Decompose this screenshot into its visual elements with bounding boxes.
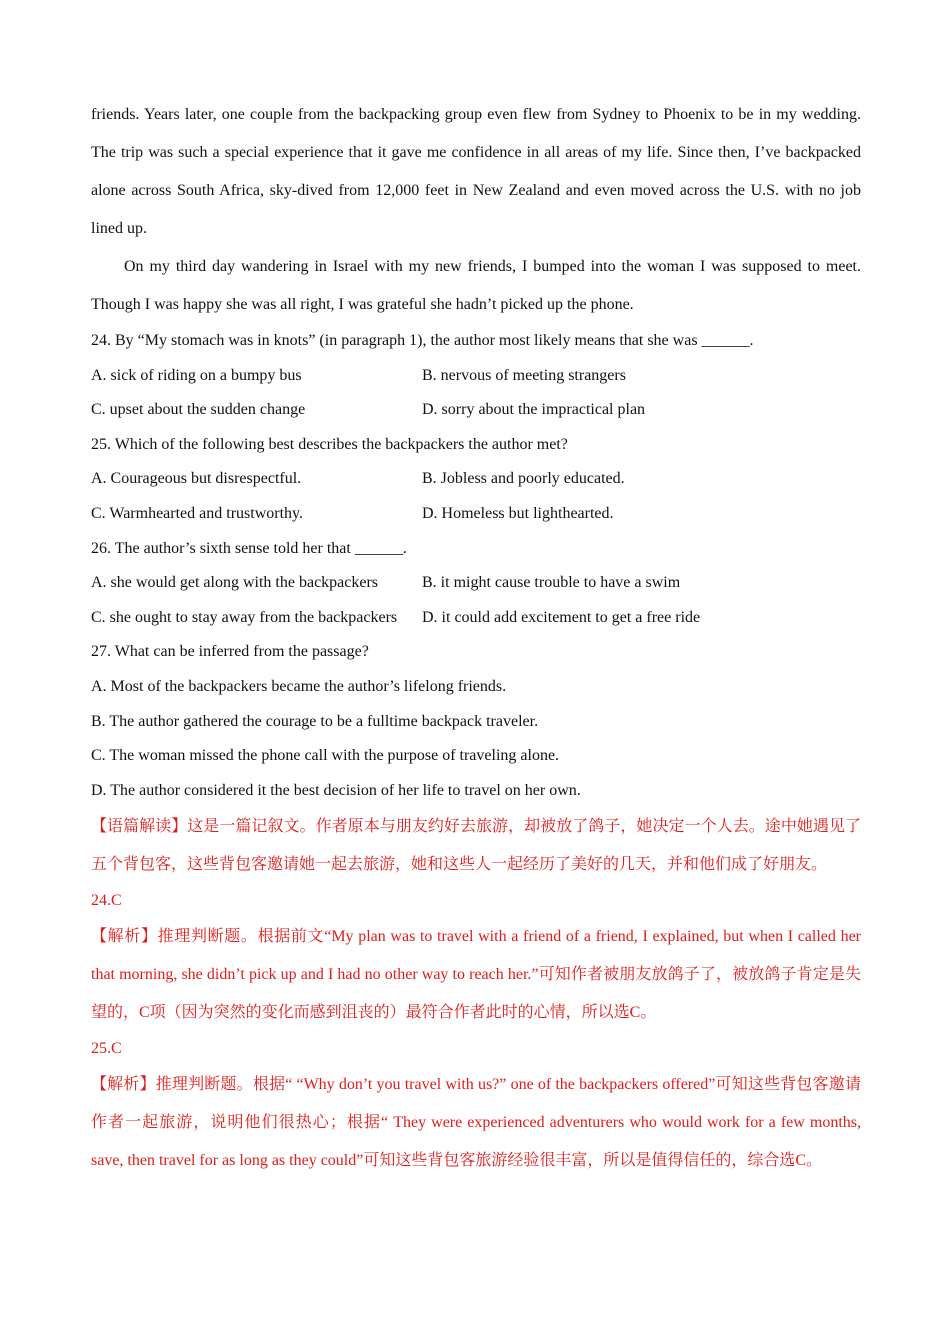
option: B. it might cause trouble to have a swim xyxy=(422,574,681,592)
passage-paragraph: On my third day wandering in Israel with my new friends, I bumped into the woman I was supposed to meet. Though I was happy she was all right, I was grateful she hadn’t picked up the phone. xyxy=(91,258,861,313)
option-row xyxy=(91,359,861,394)
option: D. it could add excitement to get a free ride xyxy=(422,608,701,626)
option: A. sick of riding on a bumpy bus xyxy=(91,366,302,384)
option: C. she ought to stay away from the backpackers xyxy=(91,608,398,626)
option: C. Warmhearted and trustworthy. xyxy=(91,504,303,522)
option: A. Courageous but disrespectful. xyxy=(91,470,302,488)
option: C. The woman missed the phone call with the purpose of traveling alone. xyxy=(91,747,560,765)
option: D. Homeless but lighthearted. xyxy=(422,504,614,522)
option: B. Jobless and poorly educated. xyxy=(422,470,625,488)
option: A. Most of the backpackers became the author’s lifelong friends. xyxy=(91,677,507,695)
option: D. sorry about the impractical plan xyxy=(422,401,646,419)
explanation-24: 【解析】推理判断题。根据前文“My plan was to travel with a friend of a friend, I explained, but when I called her that morning, she didn’t pick up and I had no other way to reach her.”可知作者被朋友放鸽子了，被放鸽子肯定是失望的，C项（因为突然的变化而感到沮丧的）最符合作者此时的心情，所以选C。 xyxy=(91,928,861,1022)
option: B. nervous of meeting strangers xyxy=(422,366,626,384)
answer-25: 25.C xyxy=(91,1040,122,1058)
question-stem: 27. What can be inferred from the passage? xyxy=(91,643,369,661)
answer-24: 24.C xyxy=(91,892,122,910)
option: D. The author considered it the best decision of her life to travel on her own. xyxy=(91,781,581,799)
option-row xyxy=(91,497,861,532)
passage-paragraph: friends. Years later, one couple from the backpacking group even flew from Sydney to Phoenix to be in my wedding. The trip was such a special experience that it gave me confidence in all areas of my life. Since then, I’ve backpacked alone across South Africa, sky-dived from 12,000 feet in New Zealand and even moved across the U.S. with no job lined up. xyxy=(91,106,861,237)
explanation-25: 【解析】推理判断题。根据“ “Why don’t you travel with us?” one of the backpackers offered”可知这些背包客邀请作者一起旅游，说明他们很热心；根据“ They were experienced adventurers who would work for a few months, save, then travel for as long as they could”可知这些背包客旅游经验很丰富，所以是值得信任的，综合选C。 xyxy=(91,1076,861,1170)
option: B. The author gathered the courage to be a fulltime backpack traveler. xyxy=(91,712,539,730)
option: A. she would get along with the backpackers xyxy=(91,574,379,592)
option-row xyxy=(91,566,861,601)
option-row xyxy=(91,601,861,636)
option-row xyxy=(91,393,861,428)
option-row xyxy=(91,462,861,497)
question-stem: 24. By “My stomach was in knots” (in paragraph 1), the author most likely means that she was ______. xyxy=(91,332,754,349)
question-stem: 25. Which of the following best describes the backpackers the author met? xyxy=(91,435,568,453)
question-stem: 26. The author’s sixth sense told her that ______. xyxy=(91,539,407,557)
option: C. upset about the sudden change xyxy=(91,401,306,419)
document-page xyxy=(91,96,861,1180)
analysis-summary: 【语篇解读】这是一篇记叙文。作者原本与朋友约好去旅游，却被放了鸽子，她决定一个人去。途中她遇见了五个背包客，这些背包客邀请她一起去旅游，她和这些人一起经历了美好的几天，并和他们成了好朋友。 xyxy=(91,818,861,874)
